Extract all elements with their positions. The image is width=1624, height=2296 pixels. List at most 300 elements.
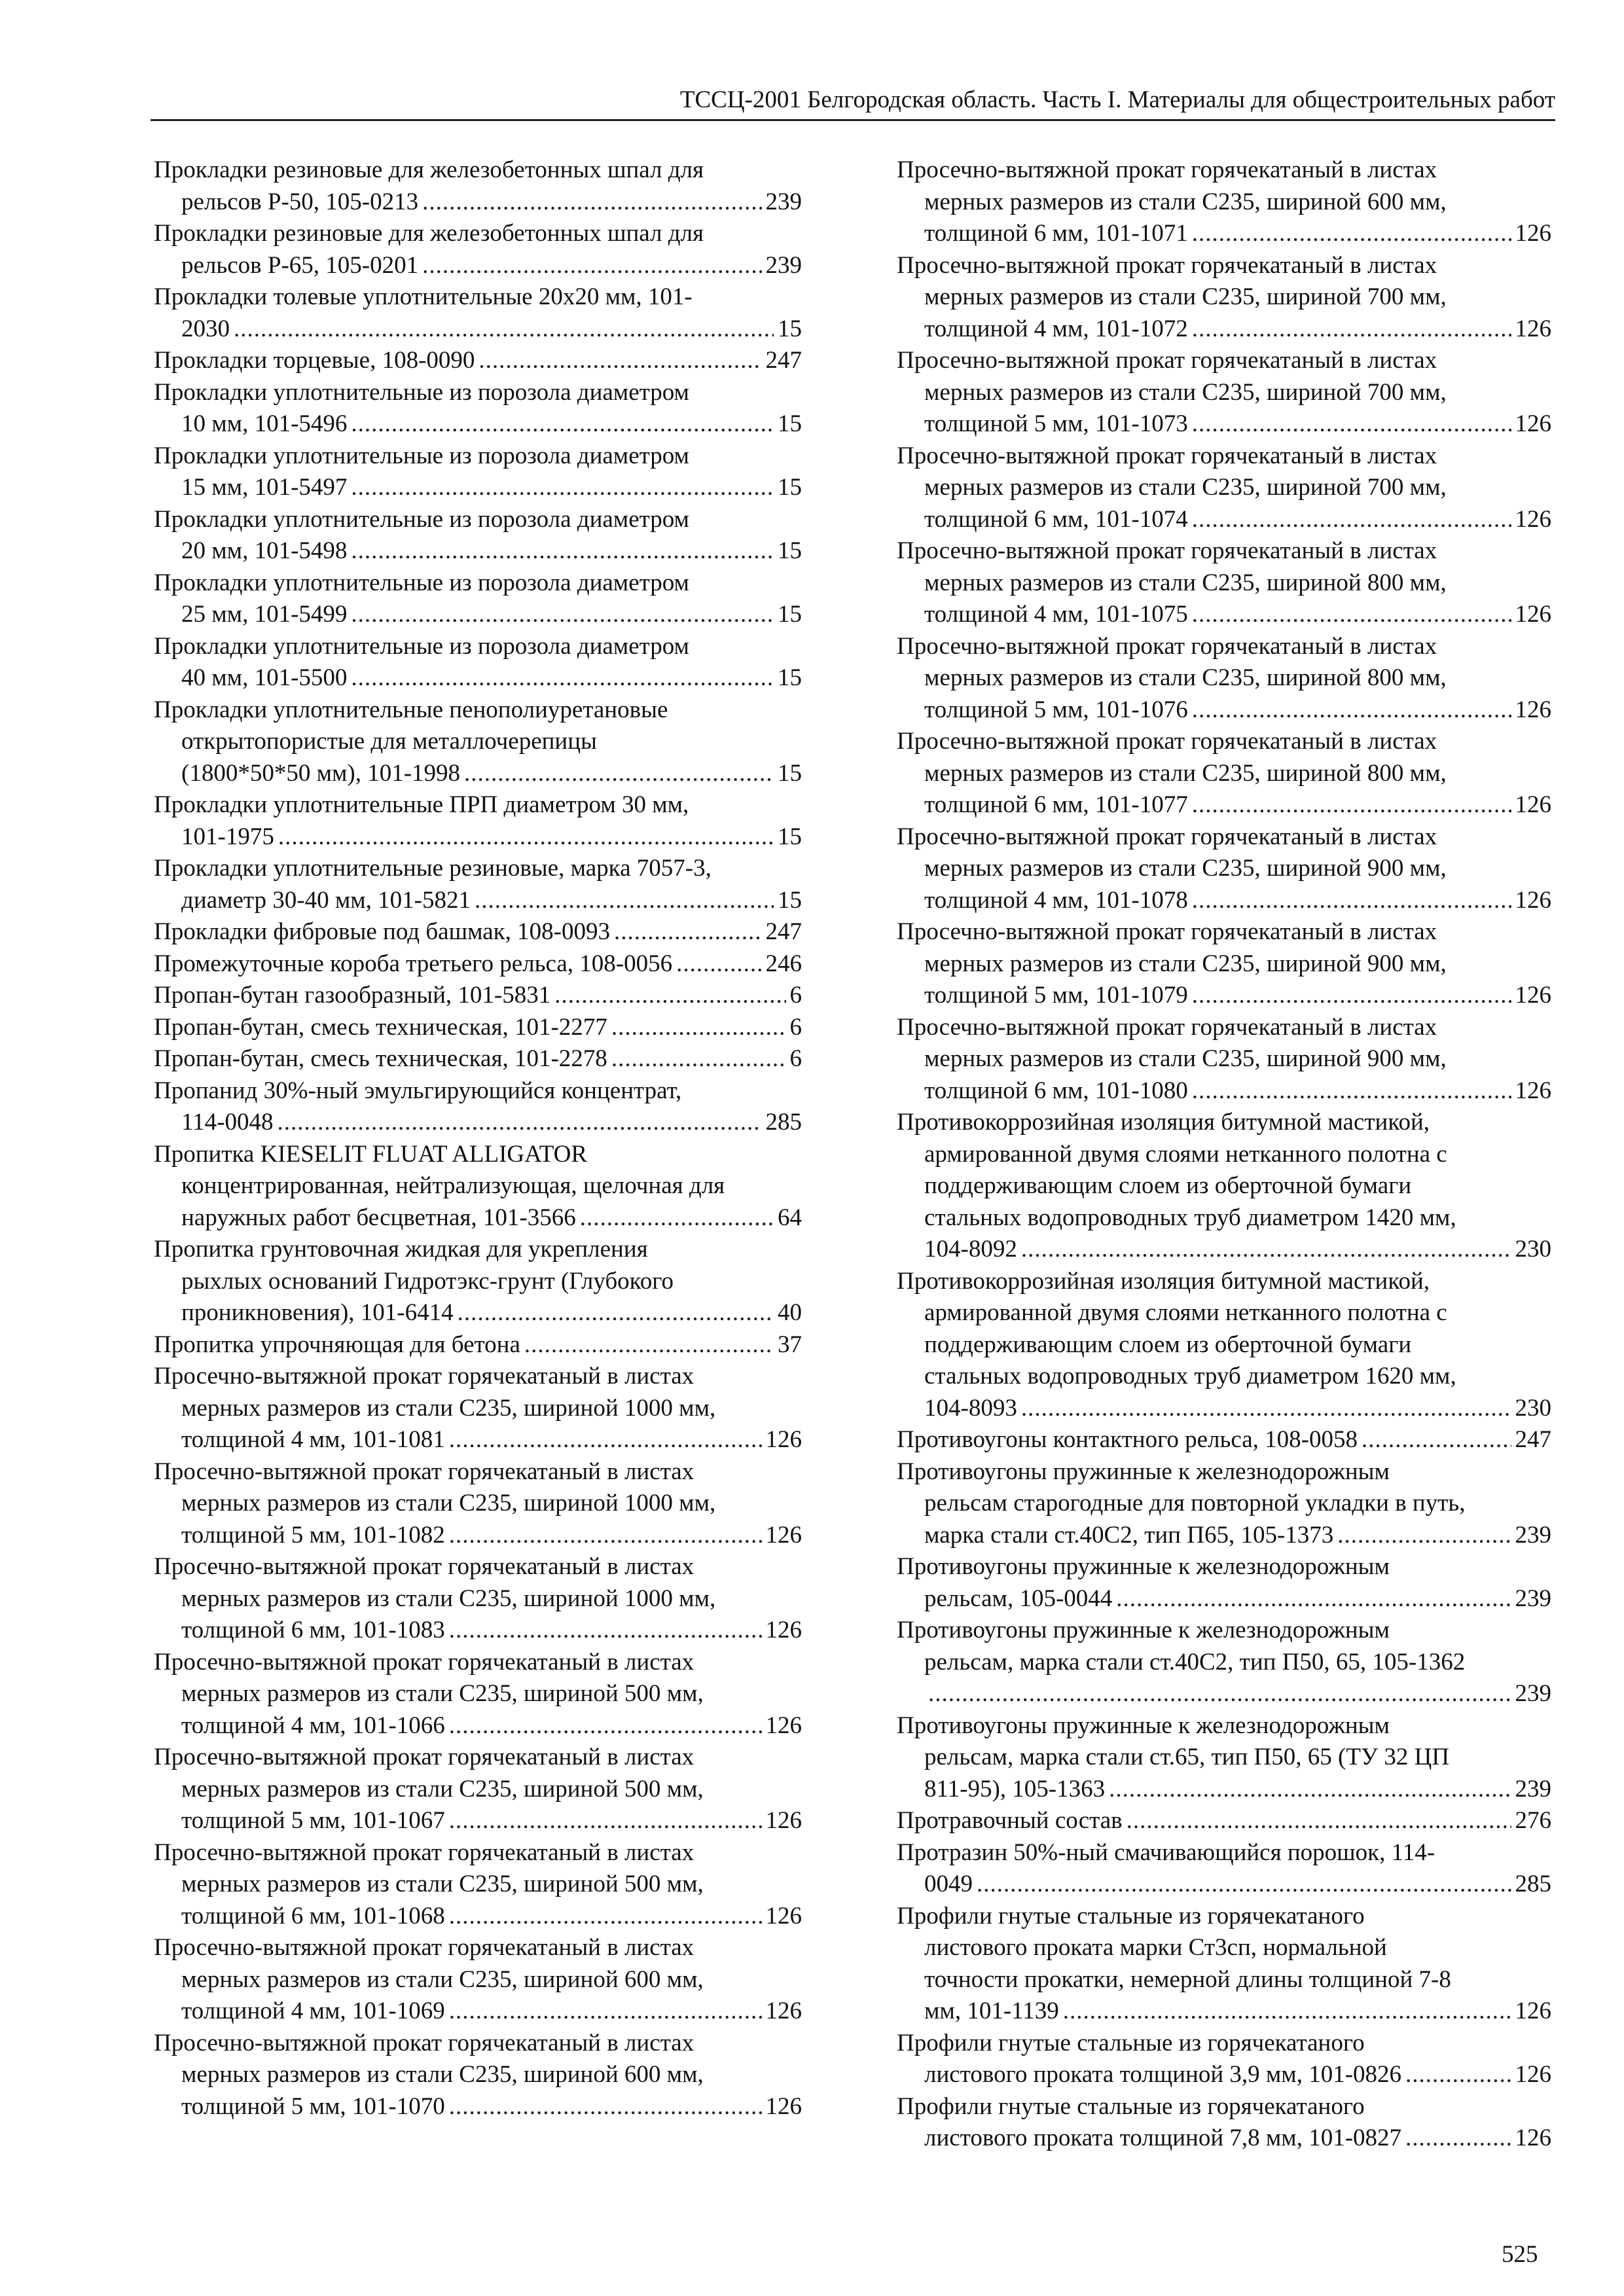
- entry-text-line: рельсам, марка стали ст.65, тип П50, 65 (ТУ 32 ЦП: [924, 1744, 1450, 1770]
- entry-page-number: 37: [778, 1331, 802, 1358]
- index-entry: [897, 916, 1551, 1012]
- entry-text-line: Просечно-вытяжной прокат горячекатаный в листах: [154, 1363, 695, 1390]
- entry-text-line: концентрированная, нейтрализующая, щелочная для: [181, 1172, 725, 1199]
- dot-leader: [449, 1424, 762, 1456]
- dot-leader: [1362, 1424, 1511, 1456]
- entry-page-number: 239: [1515, 1775, 1551, 1803]
- index-entry: [154, 948, 802, 980]
- entry-page-number: 126: [1515, 601, 1551, 628]
- entry-text-line: Просечно-вытяжной прокат горячекатаный в листах: [897, 632, 1437, 660]
- entry-page-number: 276: [1515, 1807, 1551, 1834]
- index-entry: [154, 440, 802, 504]
- entry-text-line: толщиной 6 мм, 101-1071: [924, 220, 1188, 247]
- index-entry: [154, 1742, 802, 1837]
- entry-text-line: Протразин 50%-ный смачивающийся порошок, 114-: [897, 1839, 1435, 1866]
- dot-leader: [1109, 1774, 1511, 1806]
- entry-last-line: [154, 980, 802, 1012]
- entry-text-line: Противоугоны пружинные к железнодорожным: [897, 1712, 1390, 1739]
- entry-text-line: Прокладки уплотнительные пенополиуретановые: [154, 696, 668, 723]
- entry-last-line: [154, 1901, 802, 1933]
- index-entry: [897, 250, 1551, 346]
- entry-text-line: Прокладки уплотнительные из порозола диаметром: [154, 378, 689, 406]
- entry-text-line: 15 мм, 101-5497: [181, 474, 348, 501]
- entry-last-line: [154, 1710, 802, 1742]
- entry-page-number: 230: [1515, 1394, 1551, 1422]
- entry-text-line: Просечно-вытяжной прокат горячекатаный в листах: [897, 442, 1437, 469]
- entry-text-line: 20 мм, 101-5498: [181, 537, 348, 564]
- entry-text-line: Противокоррозийная изоляция битумной мастикой,: [897, 1109, 1430, 1136]
- entry-text-line: 40 мм, 101-5500: [181, 664, 348, 691]
- dot-leader: [611, 1043, 786, 1075]
- entry-text-line: мерных размеров из стали С235, шириной 1000 мм,: [181, 1585, 716, 1612]
- index-entry: [897, 2028, 1551, 2091]
- entry-last-line: [897, 1234, 1551, 1266]
- entry-last-line: [897, 1583, 1551, 1615]
- entry-text-line: мерных размеров из стали С235, шириной 800 мм,: [924, 759, 1447, 787]
- dot-leader: [1021, 1234, 1511, 1266]
- running-header: [151, 84, 1555, 121]
- entry-page-number: 6: [789, 982, 802, 1009]
- dot-leader: [1192, 599, 1511, 631]
- entry-text-line: Противоугоны пружинные к железнодорожным: [897, 1553, 1390, 1580]
- entry-text-line: Пропан-бутан газообразный, 101-5831: [154, 982, 551, 1009]
- entry-text-line: армированной двумя слоями нетканного полотна с: [924, 1140, 1447, 1168]
- entry-text-line: толщиной 6 мм, 101-1074: [924, 505, 1188, 533]
- entry-text-line: точности прокатки, немерной длины толщиной 7-8: [924, 1965, 1451, 1993]
- entry-page-number: 15: [778, 601, 802, 628]
- index-entry: [897, 1710, 1551, 1806]
- entry-page-number: 126: [1515, 505, 1551, 533]
- entry-page-number: 126: [765, 1807, 802, 1834]
- dot-leader: [449, 1615, 762, 1647]
- entry-last-line: [154, 1043, 802, 1075]
- index-entry: [154, 1139, 802, 1234]
- index-entry: [154, 1361, 802, 1456]
- dot-leader: [449, 1901, 762, 1933]
- entry-text-line: Просечно-вытяжной прокат горячекатаный в листах: [154, 2029, 695, 2056]
- entry-text-line: мерных размеров из стали С235, шириной 600 мм,: [924, 188, 1447, 215]
- dot-leader: [928, 1678, 1511, 1710]
- entry-page-number: 40: [778, 1299, 802, 1326]
- index-entry: [154, 1234, 802, 1329]
- entry-text-line: Прокладки уплотнительные из порозола диаметром: [154, 442, 689, 469]
- entry-text-line: Просечно-вытяжной прокат горячекатаный в листах: [154, 1648, 695, 1676]
- entry-text-line: Прокладки фибровые под башмак, 108-0093: [154, 918, 610, 945]
- entry-text-line: Прокладки резиновые для железобетонных шпал для: [154, 156, 704, 183]
- entry-page-number: 246: [765, 950, 802, 977]
- entry-last-line: [897, 599, 1551, 631]
- entry-page-number: 247: [765, 347, 802, 374]
- dot-leader: [1192, 789, 1511, 821]
- entry-last-line: [154, 187, 802, 219]
- entry-last-line: [154, 1424, 802, 1456]
- entry-last-line: [897, 1424, 1551, 1456]
- entry-text-line: мерных размеров из стали С235, шириной 900 мм,: [924, 950, 1447, 977]
- dot-leader: [449, 1710, 762, 1742]
- dot-leader: [1063, 1996, 1511, 2028]
- entry-text-line: Противоугоны контактного рельса, 108-0058: [897, 1426, 1358, 1453]
- entry-text-line: Пропитка упрочняющая для бетона: [154, 1331, 520, 1358]
- index-entry: [154, 281, 802, 345]
- entry-page-number: 126: [1515, 1077, 1551, 1104]
- entry-page-number: 126: [1515, 315, 1551, 342]
- entry-text-line: Прокладки уплотнительные из порозола диаметром: [154, 632, 689, 660]
- dot-leader: [422, 250, 761, 282]
- index-entry: [154, 1329, 802, 1361]
- dot-leader: [475, 885, 774, 917]
- entry-text-line: листового проката марки Ст3сп, нормальной: [924, 1934, 1387, 1961]
- dot-leader: [1192, 980, 1511, 1012]
- entry-text-line: мерных размеров из стали С235, шириной 700 мм,: [924, 474, 1447, 501]
- index-entry: [154, 1043, 802, 1075]
- index-entry: [897, 1901, 1551, 2028]
- entry-last-line: [154, 948, 802, 980]
- entry-text-line: толщиной 4 мм, 101-1069: [181, 1998, 445, 2024]
- entry-text-line: (1800*50*50 мм), 101-1998: [181, 759, 461, 787]
- entry-text-line: наружных работ бесцветная, 101-3566: [181, 1204, 576, 1231]
- entry-last-line: [897, 694, 1551, 726]
- index-entry: [897, 535, 1551, 631]
- entry-page-number: 126: [1515, 982, 1551, 1009]
- entry-text-line: толщиной 6 мм, 101-1068: [181, 1902, 445, 1929]
- entry-page-number: 285: [765, 1109, 802, 1136]
- dot-leader: [351, 408, 774, 440]
- entry-page-number: 285: [1515, 1871, 1551, 1897]
- entry-text-line: Просечно-вытяжной прокат горячекатаный в листах: [154, 1553, 695, 1580]
- entry-last-line: [897, 1075, 1551, 1107]
- entry-text-line: мерных размеров из стали С235, шириной 800 мм,: [924, 664, 1447, 691]
- entry-page-number: 15: [778, 410, 802, 437]
- entry-text-line: толщиной 4 мм, 101-1075: [924, 601, 1188, 628]
- entry-text-line: Просечно-вытяжной прокат горячекатаный в листах: [897, 251, 1437, 279]
- entry-text-line: Профили гнутые стальные из горячекатаного: [897, 2029, 1365, 2056]
- entry-text-line: Противокоррозийная изоляция битумной мастикой,: [897, 1267, 1430, 1295]
- index-column-left: [154, 154, 802, 2123]
- page-number: 525: [1502, 2241, 1538, 2268]
- entry-page-number: 239: [765, 251, 802, 279]
- dot-leader: [1192, 408, 1511, 440]
- entry-text-line: толщиной 4 мм, 101-1066: [181, 1712, 445, 1739]
- entry-text-line: проникновения), 101-6414: [181, 1299, 454, 1326]
- entry-page-number: 15: [778, 886, 802, 914]
- entry-text-line: рельсам, 105-0044: [924, 1585, 1113, 1612]
- entry-text-line: стальных водопроводных труб диаметром 1420 мм,: [924, 1204, 1456, 1231]
- entry-text-line: мм, 101-1139: [924, 1998, 1059, 2024]
- entry-last-line: [897, 1393, 1551, 1425]
- index-entry: [897, 1266, 1551, 1425]
- entry-text-line: толщиной 5 мм, 101-1082: [181, 1521, 445, 1549]
- entry-page-number: 15: [778, 474, 802, 501]
- entry-last-line: [154, 1107, 802, 1139]
- entry-page-number: 15: [778, 759, 802, 787]
- entry-text-line: Пропанид 30%-ный эмульгирующийся концентрат,: [154, 1077, 682, 1104]
- entry-page-number: 126: [1515, 886, 1551, 914]
- entry-text-line: толщиной 4 мм, 101-1081: [181, 1426, 445, 1453]
- entry-text-line: рельсам старогодные для повторной укладки в путь,: [924, 1490, 1466, 1516]
- entry-last-line: [897, 314, 1551, 346]
- index-entry: [897, 726, 1551, 821]
- entry-text-line: Просечно-вытяжной прокат горячекатаный в листах: [897, 1013, 1437, 1041]
- index-entry: [154, 345, 802, 377]
- dot-leader: [1405, 2123, 1511, 2155]
- index-entry: [154, 853, 802, 916]
- entry-page-number: 126: [1515, 1998, 1551, 2024]
- entry-page-number: 15: [778, 315, 802, 342]
- index-entry: [154, 789, 802, 853]
- entry-page-number: 247: [765, 918, 802, 945]
- entry-text-line: Пропитка грунтовочная жидкая для укрепления: [154, 1236, 648, 1263]
- index-entry: [897, 345, 1551, 440]
- entry-last-line: [154, 1996, 802, 2028]
- dot-leader: [554, 980, 785, 1012]
- dot-leader: [449, 1520, 762, 1552]
- dot-leader: [464, 758, 774, 790]
- entry-text-line: Пропан-бутан, смесь техническая, 101-2277: [154, 1013, 607, 1041]
- index-column-right: [897, 154, 1551, 2155]
- dot-leader: [351, 535, 774, 567]
- entry-text-line: Промежуточные короба третьего рельса, 108-0056: [154, 950, 673, 977]
- entry-text-line: мерных размеров из стали С235, шириной 500 мм,: [181, 1871, 704, 1897]
- entry-last-line: [897, 1996, 1551, 2028]
- entry-page-number: 64: [778, 1204, 802, 1231]
- entry-page-number: 126: [1515, 410, 1551, 437]
- entry-page-number: 126: [1515, 2125, 1551, 2151]
- dot-leader: [1405, 2059, 1511, 2091]
- entry-last-line: [154, 250, 802, 282]
- header-title: ТССЦ-2001 Белгородская область. Часть I. Материалы для общестроительных работ: [679, 86, 1555, 113]
- entry-text-line: Прокладки резиновые для железобетонных шпал для: [154, 220, 704, 247]
- entry-text-line: Противоугоны пружинные к железнодорожным: [897, 1458, 1390, 1485]
- entry-text-line: Просечно-вытяжной прокат горячекатаный в листах: [897, 728, 1437, 755]
- entry-text-line: мерных размеров из стали С235, шириной 500 мм,: [181, 1680, 704, 1707]
- dot-leader: [1192, 218, 1511, 250]
- entry-last-line: [897, 1805, 1551, 1837]
- entry-text-line: мерных размеров из стали С235, шириной 1000 мм,: [181, 1490, 716, 1516]
- entry-text-line: толщиной 5 мм, 101-1073: [924, 410, 1188, 437]
- dot-leader: [1021, 1393, 1511, 1425]
- index-entry: [897, 440, 1551, 536]
- entry-text-line: 811-95), 105-1363: [924, 1775, 1106, 1803]
- entry-text-line: поддерживающим слоем из оберточной бумаги: [924, 1331, 1412, 1358]
- dot-leader: [614, 916, 762, 948]
- dot-leader: [1192, 885, 1511, 917]
- entry-page-number: 126: [765, 1998, 802, 2024]
- dot-leader: [351, 662, 774, 694]
- entry-text-line: мерных размеров из стали С235, шириной 600 мм,: [181, 2061, 704, 2088]
- entry-text-line: толщиной 4 мм, 101-1072: [924, 315, 1188, 342]
- entry-page-number: 126: [765, 1521, 802, 1549]
- entry-page-number: 126: [765, 1426, 802, 1453]
- entry-text-line: диаметр 30-40 мм, 101-5821: [181, 886, 471, 914]
- entry-text-line: Профили гнутые стальные из горячекатаного: [897, 1902, 1365, 1929]
- entry-text-line: Просечно-вытяжной прокат горячекатаный в листах: [897, 156, 1437, 183]
- dot-leader: [449, 2091, 762, 2123]
- index-entry: [154, 1075, 802, 1139]
- entry-page-number: 230: [1515, 1236, 1551, 1263]
- index-entry: [897, 2091, 1551, 2155]
- entry-text-line: Профили гнутые стальные из горячекатаного: [897, 2092, 1365, 2120]
- dot-leader: [458, 1297, 774, 1329]
- entry-page-number: 15: [778, 664, 802, 691]
- entry-last-line: [154, 662, 802, 694]
- entry-last-line: [154, 1202, 802, 1234]
- dot-leader: [1127, 1805, 1511, 1837]
- index-entry: [154, 1012, 802, 1044]
- dot-leader: [977, 1869, 1511, 1901]
- dot-leader: [1192, 694, 1511, 726]
- entry-text-line: Прокладки уплотнительные резиновые, марка 7057-3,: [154, 855, 712, 882]
- index-entry: [897, 1456, 1551, 1552]
- dot-leader: [422, 187, 761, 219]
- index-entry: [154, 1551, 802, 1647]
- entry-last-line: [154, 821, 802, 853]
- entry-text-line: мерных размеров из стали С235, шириной 700 мм,: [924, 378, 1447, 406]
- entry-last-line: [897, 1869, 1551, 1901]
- entry-text-line: мерных размеров из стали С235, шириной 1000 мм,: [181, 1394, 716, 1422]
- entry-last-line: [154, 1297, 802, 1329]
- index-entry: [154, 154, 802, 218]
- entry-last-line: [154, 599, 802, 631]
- index-entry: [154, 377, 802, 440]
- entry-text-line: Прокладки толевые уплотнительные 20х20 мм, 101-: [154, 283, 693, 310]
- entry-text-line: 10 мм, 101-5496: [181, 410, 348, 437]
- entry-last-line: [897, 504, 1551, 536]
- dot-leader: [351, 599, 774, 631]
- entry-text-line: Прокладки уплотнительные ПРП диаметром 30 мм,: [154, 791, 689, 818]
- entry-text-line: Просечно-вытяжной прокат горячекатаный в листах: [154, 1839, 695, 1866]
- index-entry: [154, 1837, 802, 1933]
- entry-text-line: Просечно-вытяжной прокат горячекатаный в листах: [154, 1934, 695, 1961]
- entry-text-line: Пропитка KIESELIT FLUAT ALLIGATOR: [154, 1140, 588, 1168]
- entry-page-number: 247: [1515, 1426, 1551, 1453]
- entry-last-line: [897, 408, 1551, 440]
- entry-text-line: открытопористые для металлочерепицы: [181, 728, 597, 755]
- entry-text-line: мерных размеров из стали С235, шириной 900 мм,: [924, 855, 1447, 882]
- entry-text-line: 114-0048: [181, 1109, 274, 1136]
- entry-text-line: толщиной 5 мм, 101-1070: [181, 2092, 445, 2120]
- entry-page-number: 6: [789, 1045, 802, 1072]
- index-entry: [897, 1615, 1551, 1710]
- entry-text-line: Просечно-вытяжной прокат горячекатаный в листах: [154, 1458, 695, 1485]
- entry-page-number: 126: [1515, 696, 1551, 723]
- entry-page-number: 239: [1515, 1680, 1551, 1707]
- entry-text-line: стальных водопроводных труб диаметром 1620 мм,: [924, 1363, 1456, 1390]
- entry-page-number: 239: [765, 188, 802, 215]
- entry-text-line: мерных размеров из стали С235, шириной 500 мм,: [181, 1775, 704, 1803]
- dot-leader: [611, 1012, 786, 1044]
- index-entry: [154, 504, 802, 567]
- entry-text-line: Прокладки уплотнительные из порозола диаметром: [154, 505, 689, 533]
- entry-text-line: толщиной 6 мм, 101-1077: [924, 791, 1188, 818]
- entry-page-number: 126: [765, 1617, 802, 1643]
- dot-leader: [449, 1805, 762, 1837]
- index-entry: [154, 1932, 802, 2028]
- entry-text-line: 2030: [181, 315, 230, 342]
- entry-text-line: мерных размеров из стали С235, шириной 800 мм,: [924, 569, 1447, 596]
- index-entry: [154, 1647, 802, 1742]
- entry-page-number: 15: [778, 823, 802, 850]
- entry-text-line: поддерживающим слоем из оберточной бумаги: [924, 1172, 1412, 1199]
- entry-last-line: [897, 2059, 1551, 2091]
- dot-leader: [1192, 504, 1511, 536]
- entry-page-number: 6: [789, 1013, 802, 1041]
- index-entry: [154, 1456, 802, 1552]
- entry-text-line: мерных размеров из стали С235, шириной 900 мм,: [924, 1045, 1447, 1072]
- dot-leader: [234, 314, 774, 346]
- dot-leader: [524, 1329, 774, 1361]
- entry-text-line: 101-1975: [181, 823, 274, 850]
- entry-text-line: Прокладки торцевые, 108-0090: [154, 347, 475, 374]
- dot-leader: [1116, 1583, 1511, 1615]
- index-entry: [897, 1805, 1551, 1837]
- entry-last-line: [154, 916, 802, 948]
- dot-leader: [1337, 1520, 1511, 1552]
- entry-text-line: 25 мм, 101-5499: [181, 601, 348, 628]
- entry-text-line: толщиной 6 мм, 101-1080: [924, 1077, 1188, 1104]
- entry-last-line: [154, 1329, 802, 1361]
- entry-text-line: 0049: [924, 1871, 973, 1897]
- dot-leader: [478, 345, 761, 377]
- entry-last-line: [897, 1520, 1551, 1552]
- index-entry: [897, 631, 1551, 726]
- entry-text-line: мерных размеров из стали С235, шириной 700 мм,: [924, 283, 1447, 310]
- entry-text-line: Протравочный состав: [897, 1807, 1123, 1834]
- index-entry: [154, 980, 802, 1012]
- entry-text-line: мерных размеров из стали С235, шириной 600 мм,: [181, 1965, 704, 1993]
- index-entry: [154, 2028, 802, 2123]
- entry-page-number: 239: [1515, 1521, 1551, 1549]
- entry-last-line: [897, 1678, 1551, 1710]
- entry-page-number: 15: [778, 537, 802, 564]
- entry-text-line: толщиной 5 мм, 101-1067: [181, 1807, 445, 1834]
- entry-page-number: 126: [1515, 220, 1551, 247]
- index-entry: [897, 1837, 1551, 1901]
- entry-text-line: толщиной 6 мм, 101-1083: [181, 1617, 445, 1643]
- entry-last-line: [897, 980, 1551, 1012]
- index-entry: [154, 631, 802, 694]
- entry-text-line: Прокладки уплотнительные из порозола диаметром: [154, 569, 689, 596]
- index-entry: [154, 567, 802, 631]
- entry-text-line: Противоугоны пружинные к железнодорожным: [897, 1617, 1390, 1643]
- index-entry: [154, 694, 802, 790]
- entry-page-number: 126: [765, 1712, 802, 1739]
- index-entry: [897, 154, 1551, 250]
- entry-last-line: [154, 1615, 802, 1647]
- entry-text-line: толщиной 5 мм, 101-1079: [924, 982, 1188, 1009]
- entry-last-line: [154, 885, 802, 917]
- dot-leader: [1192, 314, 1511, 346]
- entry-last-line: [154, 535, 802, 567]
- entry-text-line: 104-8092: [924, 1236, 1017, 1263]
- dot-leader: [351, 472, 774, 504]
- dot-leader: [580, 1202, 774, 1234]
- index-entry: [897, 1012, 1551, 1107]
- entry-page-number: 126: [765, 1902, 802, 1929]
- entry-last-line: [154, 1805, 802, 1837]
- entry-text-line: толщиной 4 мм, 101-1078: [924, 886, 1188, 914]
- entry-last-line: [897, 885, 1551, 917]
- entry-last-line: [154, 314, 802, 346]
- entry-text-line: рельсов Р-50, 105-0213: [181, 188, 419, 215]
- index-entry: [897, 1107, 1551, 1266]
- entry-text-line: Просечно-вытяжной прокат горячекатаный в листах: [897, 347, 1437, 374]
- entry-text-line: листового проката толщиной 3,9 мм, 101-0826: [924, 2061, 1402, 2088]
- entry-last-line: [897, 2123, 1551, 2155]
- entry-text-line: армированной двумя слоями нетканного полотна с: [924, 1299, 1447, 1326]
- entry-page-number: 126: [1515, 2061, 1551, 2088]
- entry-last-line: [154, 408, 802, 440]
- entry-text-line: рыхлых оснований Гидротэкс-грунт (Глубокого: [181, 1267, 674, 1295]
